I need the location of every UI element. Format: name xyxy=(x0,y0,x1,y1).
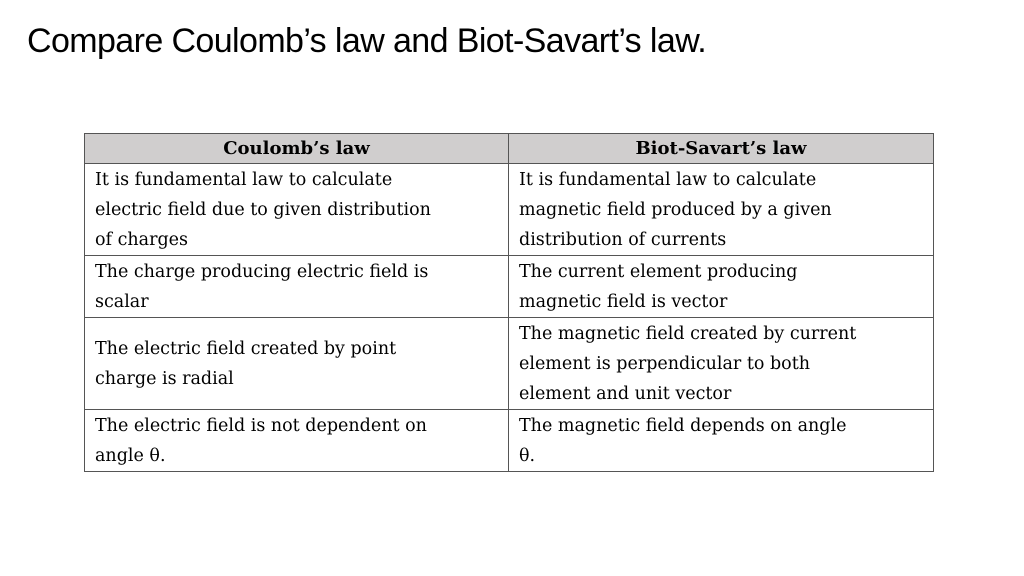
header-coulombs-law: Coulomb’s law xyxy=(85,134,509,164)
table-cell-biot-savart: The current element producing magnetic field is vector xyxy=(509,256,934,318)
header-biot-savarts-law: Biot-Savart’s law xyxy=(509,134,934,164)
table-row xyxy=(85,256,934,318)
table-cell-biot-savart: The magnetic field created by current element is perpendicular to both element and unit vector xyxy=(509,318,934,410)
slide-title: Compare Coulomb’s law and Biot-Savart’s law. xyxy=(27,22,707,60)
table-cell-coulomb: It is fundamental law to calculate electric field due to given distribution of charges xyxy=(85,164,509,256)
table-cell-biot-savart: The magnetic field depends on angle θ. xyxy=(509,410,934,472)
table-cell-coulomb: The charge producing electric field is scalar xyxy=(85,256,509,318)
table-row xyxy=(85,164,934,256)
table-row xyxy=(85,410,934,472)
table-cell-coulomb: The electric field created by point charge is radial xyxy=(85,318,509,410)
table-row xyxy=(85,318,934,410)
table-header-row xyxy=(85,134,934,164)
table-cell-biot-savart: It is fundamental law to calculate magnetic field produced by a given distribution of currents xyxy=(509,164,934,256)
comparison-table xyxy=(84,133,934,472)
table-cell-coulomb: The electric field is not dependent on angle θ. xyxy=(85,410,509,472)
